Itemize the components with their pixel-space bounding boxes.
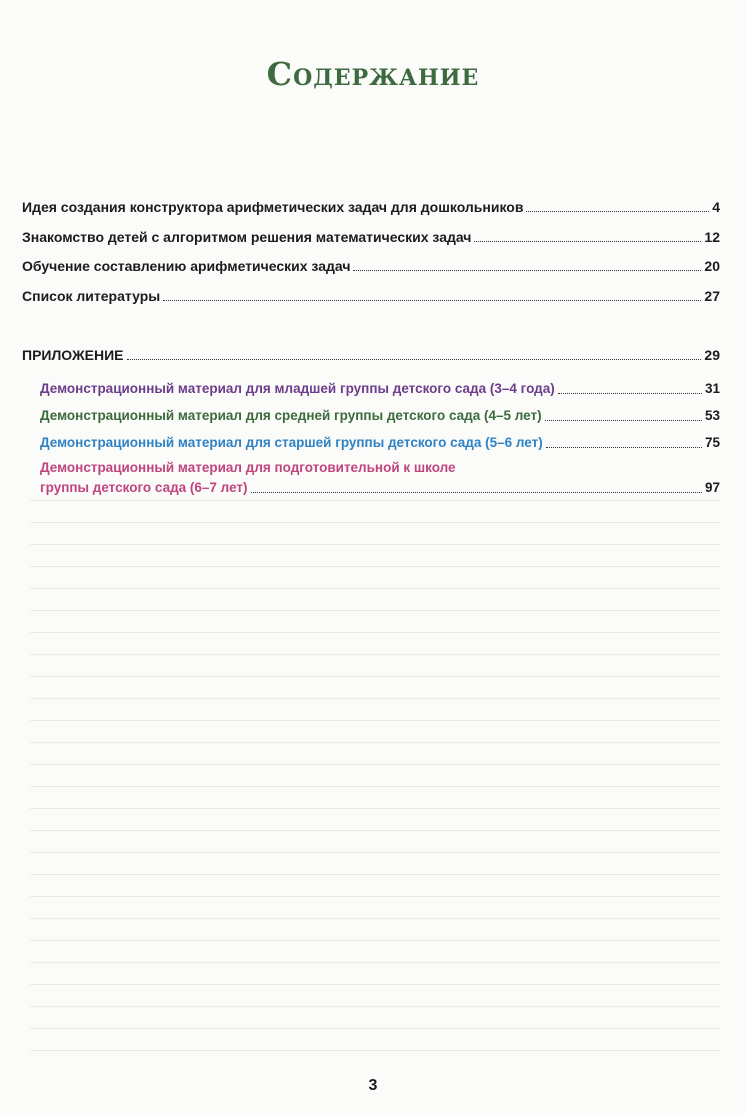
toc-subentry-page: 53 [704, 408, 720, 423]
page-title: Содержание [266, 55, 480, 93]
toc-subentry-page: 31 [704, 381, 720, 396]
toc-appendix-label: ПРИЛОЖЕНИЕ [22, 347, 124, 363]
dot-leader [474, 241, 701, 242]
bleed-through-text-lines [30, 500, 720, 1060]
toc-subentry-label-line1: Демонстрационный материал для подготовительной к школе [40, 460, 456, 475]
dot-leader [127, 359, 702, 360]
toc-subentry-page: 97 [704, 480, 720, 495]
toc-entry[interactable] [22, 228, 720, 246]
toc-appendix-entry[interactable] [22, 346, 720, 364]
toc-subentry-label: Демонстрационный материал для младшей группы детского сада (3–4 года) [40, 381, 555, 396]
toc-entry-page: 20 [704, 258, 720, 274]
toc-entry[interactable] [22, 257, 720, 275]
toc-entry-page: 12 [704, 229, 720, 245]
dot-leader [163, 300, 701, 301]
toc-subentry-page: 75 [704, 435, 720, 450]
dot-leader [251, 492, 702, 493]
toc-subentry-label-line2: группы детского сада (6–7 лет) [40, 480, 248, 495]
dot-leader [545, 420, 702, 421]
page-number: 3 [368, 1077, 378, 1094]
toc-subentry-preparatory-group[interactable] [40, 458, 720, 498]
toc-subentry-label: Демонстрационный материал для средней группы детского сада (4–5 лет) [40, 408, 542, 423]
toc-entry[interactable] [22, 198, 720, 216]
toc-subentry-junior-group[interactable] [40, 380, 720, 398]
toc-entry[interactable] [22, 287, 720, 305]
toc-subentry-label: Демонстрационный материал для старшей группы детского сада (5–6 лет) [40, 435, 543, 450]
toc-entry-label: Список литературы [22, 288, 161, 304]
dot-leader [558, 393, 702, 394]
toc-entry-page: 27 [704, 288, 720, 304]
toc-subentry-middle-group[interactable] [40, 407, 720, 425]
toc-entry-label: Идея создания конструктора арифметических задач для дошкольников [22, 199, 524, 215]
toc-subentry-senior-group[interactable] [40, 434, 720, 452]
toc-entry-label: Знакомство детей с алгоритмом решения математических задач [22, 229, 472, 245]
toc-entry-page: 4 [712, 199, 720, 215]
dot-leader [546, 447, 702, 448]
dot-leader [353, 270, 701, 271]
toc-entry-label: Обучение составлению арифметических задач [22, 258, 351, 274]
toc-appendix-page: 29 [704, 347, 720, 363]
dot-leader [526, 211, 709, 212]
